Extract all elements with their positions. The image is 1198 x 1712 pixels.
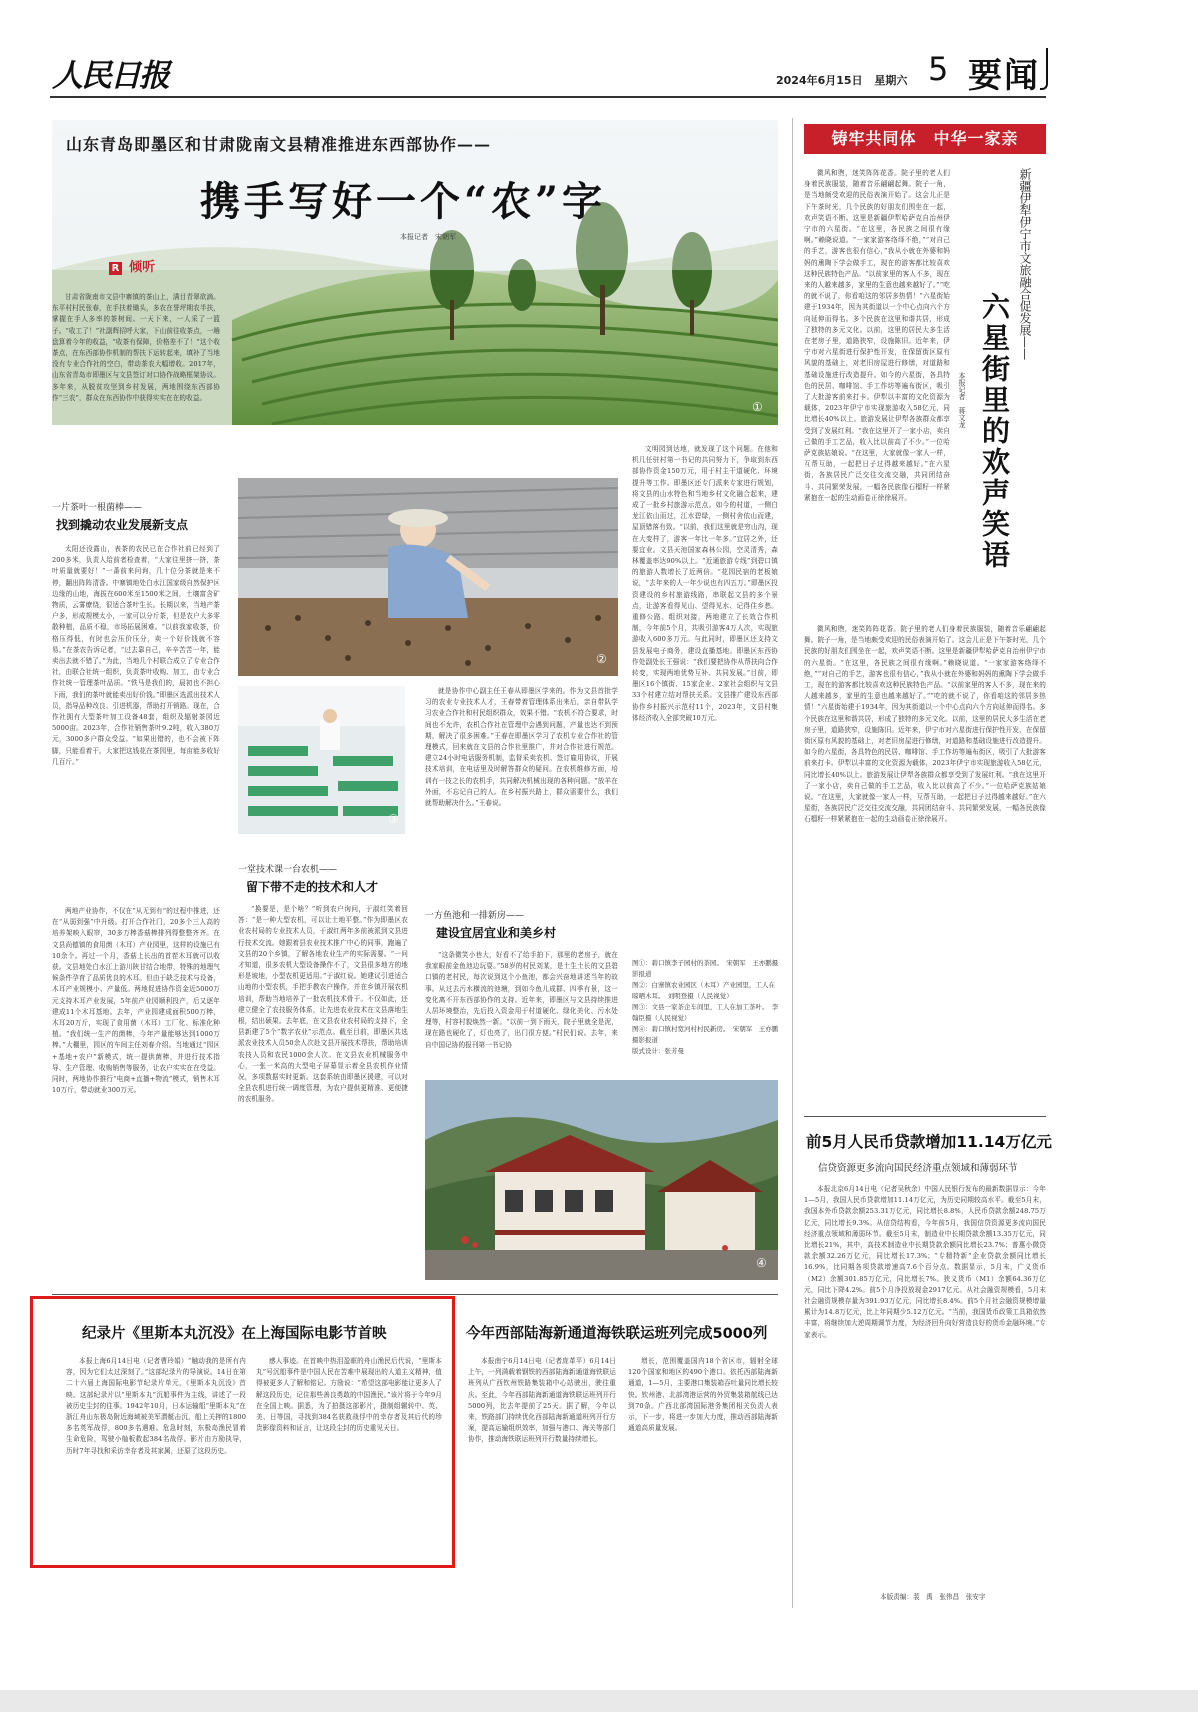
drying-illustration [238,478,618,676]
photo1-number: ① [752,400,763,414]
loan-paragraph: 本报北京6月14日电（记者吴秋余）中国人民银行发布的最新数据显示：今年1—5月，我国人民币贷款增加11.14万亿元，为历史同期较高水平。截至5月末，我国本外币贷款余额253.31万亿元，同比增长8.8%，人民币贷款余额248.75万亿元，同比增长9.3%。从信贷结构看，今年前5月，我国信贷资源更多流向国民经济重点领域和薄弱环节。截至5月末，制造业中长期贷款余额13.35万亿元，同比增长21%，其中，高技术制造业中长期贷款余额同比增长23.7%；普惠小微贷款余额32.26万亿元，同比增长17.3%；“专精特新”企业贷款余额同比增长16.9%，比同期各项贷款增速高7.6个百分点。数据显示，5月末，广义货币（M2）余额301.85万亿元，同比增长7%。狭义货币（M1）余额64.36万亿元，同比下降4.2%。前5个月净投放现金2917亿元。从社会融资规模看，5月末社会融资规模存量为391.93万亿元，同比增长8.4%。前5个月社会融资规模增量累计为14.8万亿元，比上年同期少5.12万亿元。“当前，我国货币政策工具箱依然丰富，将继续加大逆周期调节力度，为经济回升向好营造良好的货币金融环境。”专家表示。 [804,1185,1046,1339]
sidebar-paragraph: 微风和煦，迷笑阵阵花香。院子里的老人们身着民族服装，随着音乐翩翩起舞。院子一角，是当地颇受欢迎的民俗表演开始了。这会儿正是下午茶时光，几个民族的好朋友们围坐在一起，欢声笑语不断。这里是新疆伊犁哈萨克自治州伊宁市的六星街。“在这里，各民族之间很有缘啊。”赖晓说道。“一家家游客络绎不绝，”“对自己的手艺，游客也很有信心，”我从小就在外婆和妈妈的熏陶下学会做手工，现在的游客都比较喜欢这种民族特色产品。“以前家里的客人不多，现在来的人越来越多，家里的生意也越来越好了。”“吃的就不说了，你看咱这的邻居多热情！”六星街始建于1934年，因为其街道以一个中心点向六个方向延伸而得名。多个民族在这里和谐共居，形成了独特的多元文化。以前，这里的居民大多生活在老房子里，道路狭窄，设施陈旧。近年来，伊宁市对六星街进行保护性开发，在保留街区原有风貌的基础上，对老旧房屋进行修缮，对道路和基础设施进行改造提升。如今的六星街，各具特色的民居、咖啡馆、手工作坊等遍布街区，吸引了大批游客前来打卡。伊犁以丰富的文化资源为载体，2023年伊宁市实现旅游收入58亿元，同比增长40%以上。旅游发展让伊犁各族群众都享受到了发展红利。“我在这里开了一家小店，卖自己做的手工艺品，收入比以前高了不少。”一位哈萨克族姑娘说。“在这里，大家就像一家人一样，互帮互助，一起把日子过得越来越好。”在六星街，各族居民广泛交往交流交融，共同团结奋斗、共同繁荣发展，一幅各民族像石榴籽一样紧紧抱在一起的生动画卷正徐徐展开。 [804,169,950,502]
credit-5: 版式设计：张芳曼 [632,1047,684,1055]
factory-illustration [238,686,405,834]
column-name: 倾听 [129,260,156,275]
col4a-paragraph: “这条微笑小巷大，好看不了给手拍下，那里的老房子，就在我家眼前金鱼池边玩耍。”58岁的村民刘某，是土生土长的文县碧口镇的老村民，每次说到这个小鱼池，都会兴奋地讲述当年的故事。从过去污水横流的池塘，到如今鱼儿成群、四季有景，这一变化离不开东西部协作的支持。近年来，即墨区与文县持续推进人居环境整治，先后投入资金用于村道硬化、绿化美化、污水处理等，村容村貌焕然一新。“以前一到下雨天，院子里就全是泥，现在路也硬化了，灯也亮了，出门很方便。”村民们说。去年，来自中国记协的报刊第一书记协 [425,951,618,1049]
credit-3: 图③：文县一家茶企车间里，工人在加工茶叶。 李翰臣摄（人民视觉） [632,1003,779,1022]
date-text: 2024年6月15日 [776,74,863,87]
col3b-text [238,904,408,1284]
loan-headline: 前5月人民币贷款增加11.14万亿元 [806,1133,1052,1151]
col2-paragraph: 两地产业协作，不仅在“从无到有”的过程中推进，还在“从弱到强”中升级。打开合作社门，20多个三人高的培养架映入眼帘，30多万棒香菇棒排列得整整齐齐。在文县尚德镇的食用菌（木耳）产业园里，这样的设施已有10余个。再过一个月，香菇上长出的首茬木耳就可以收获。文县地处白水江上游川陕甘结合地带，特殊的地理气候条件孕育了品质优良的木耳。但由于缺乏技术与设备，木耳产业规模小、产量低。两地促进协作资金近5000万元支持木耳产业发展，5年前产业园顺利投产，后又逐年建成11个木耳基地。去年，产业园建成面积500万棒，木耳20万斤，实现了食用菌（木耳）工厂化、标准化种植。“我们统一生产的菌棒，今年产量能够达到1000万棒。”大棚里，园区的车间主任刘春介绍。当地通过“园区+基地+农户”新模式，统一提供菌棒，并进行技术指导、生产管理、收购销售等服务，让农户实实在在受益。同时，两地协作推行“电商+直播+物流”模式，销售木耳10万斤，带动就业300万元。 [52,907,220,1095]
photo4-number: ④ [756,1256,767,1270]
credit-4: 图④：碧口镇村宽河村村民新房。 宋朝军 王亦鹏摄影报道 [632,1025,779,1044]
house-illustration [425,1080,778,1280]
col1-paragraph: 太阳还没露山，表茶的农民已在合作社前已经到了200多米，负责人给前者检查着，“大家往里挤一挤，茶叶质量就要好！”一番前来问询，几十位分茶就是来不停，翻出阵阵清香。中寨镇地处白水江国家级自然保护区边缘的山地，海拔在600米至1500米之间，土壤富含矿物质，云雾缭绕，很适合茶叶生长。长期以来，当地产茶户多，形成规模太小，一家可以分斤茶，但是农户大多零散种植，品质不稳，市场拓展困难。“以前我家收茶，价格压得低，有时也会压价压分，卖一个好价钱就不容易。”在茶农告诉记者，“过去靠自己，辛辛苦苦一年，能卖出去就不错了。”为此，当地几个村联合成立了专业合作社，由联合社统一组织，负责茶叶收购、加工，由专业合作社统一管理茶叶品质。“铁马是我们的，晨初也不担心下雨，我们的茶叶就能卖出好价钱。”即墨区选派出技术人员，指导品种改良、引进机器，帮助打开销路。现在，合作社拥有大型茶叶加工设备48套，组织及辐射茶园近5000亩。2023年，合作社销售茶叶9.2吨，收入380万元，3000多户群众受益。“如果出错的，也不会被下阵脚，只能看着干。大家把这钱花在茶园里，每亩能多收好几百斤。” [52,545,220,766]
sidebar-text-bottom [804,624,1046,1108]
sub3-kicker: 一方鱼池和一排新房—— [425,911,525,921]
column-badge-icon: R [109,262,122,275]
credit-2: 图②：白寨镇农业园区（木耳）产业园里，工人在晾晒木耳。 刘明登摄（人民视觉） [632,981,775,1000]
sub3-title: 建设宜居宜业和美乡村 [436,926,557,940]
sub1-kicker: 一片茶叶一根菌棒—— [52,503,143,513]
sub2-kicker: 一堂技术课一台农机—— [238,865,338,875]
film-highlight-box [30,1296,455,1568]
film-headline: 纪录片《里斯本丸沉没》在上海国际电影节首映 [82,1326,387,1342]
railway-paragraph-b: 增长，范围覆盖国内18个省区市，辐射全球120个国家和地区的490个港口。依托西部陆海新通道，1—5月，主要港口集装箱吞吐量同比增长较快。钦州港、北部湾港运营的外贸集装箱航线已达到70条。广西北部湾国际港务集团相关负责人表示，下一步，将进一步加大力度，推动西部陆海新通道高质量发展。 [628,1357,778,1433]
intro-paragraph: 甘肃省陇南市文县中寨镇的茶山上，满目青翠欲滴。东平村村民张春，在手扶着锄头，多农在誉坪期农半扶，掌握在手人多率的茶树间。一天下来，一人采了一篮子。“收工了！”社副辉招呼大家，下山前往收茶点，一趟盘算着今年的收益，“收茶有保障，价格差不了！”这个收茶点，在东西部协作机制的帮扶下运转起来，填补了当地没有专业合作社的空白，带动茶农大幅增收。2017年，山东省青岛市即墨区与文县签订对口协作战略框架协议。多年来，从脱贫攻坚到乡村发展，两地围绕东西部协作“三农”，群众在东西协作中获得实实在在的收益。 [52,293,220,402]
col3b-paragraph: “换要是，是个啥？”听到农户询问，于淑红笑着回答：“是一种大型农机，可以让土地平整。”作为即墨区农业农村局的专业技术人员，于淑红两年多前被派到文县进行技术交流。她跟着县农业技术推广中心的同事，跑遍了文县的20个乡镇，了解各地农业生产的实际需要。“一问才知道，很多农机大型设备操作不了，文县很多地方的地形是坡地，小型农机更适用。”于淑红说。她建议引进适合山地的小型农机，手把手教农户操作，并在乡镇开展农机培训，帮助当地培养了一批农机技术骨干。不仅如此，还建立健全了农技服务体系，让先进农业技术在文县落地生根，结出硕果。去年底，在文县农业农村局的支持下，全县新建了5个“数字农业”示范点。截至目前，即墨区共选派农业技术人员50余人次赴文县开展技术帮扶，帮助培训农技人员和农民1000余人次。在文县农业机械服务中心，一张一米高的大型电子屏幕显示着全县农机作业情况，多项数据实时更新。这套系统由即墨区援建，可以对全县农机进行统一调度管理，为农户提供更精准、更便捷的农机服务。 [238,905,408,1104]
main-headline: 携手写好一个“农”字 [200,178,607,225]
col5a-text [632,444,778,952]
house-photo [425,1080,778,1280]
section-name: 要闻 [968,56,1040,96]
railway-headline: 今年西部陆海新通道海铁联运班列完成5000列 [466,1326,768,1342]
sub2-title: 留下带不走的技术和人才 [246,880,379,894]
railway-paragraph-a: 本报南宁6月14日电（记者庞革平）6月14日上午，一列满载着钢铁的西部陆海新通道海铁联运班列从广西钦州铁路集装箱中心站驶出，驶往重庆。至此，今年西部陆海新通道海铁联运班列开行5000列，比去年提前了25天。据了解，今年以来，铁路部门持续优化西部陆海新通道班列开行方案，提高运输组织效率，加强与港口、海关等部门协作，推动海铁联运班列开行数量持续增长。 [468,1357,616,1444]
main-kicker: 山东青岛即墨区和甘肃陇南文县精准推进东西部协作—— [66,135,492,154]
bottom-rule [52,1294,778,1295]
col2-text [52,906,220,1286]
section-bracket [1040,48,1048,90]
col3a-text [425,686,618,858]
main-byline: 本报记者 宋朝军 [400,233,456,241]
sidebar-paragraph-cont: 微风和煦，迷笑阵阵花香。院子里的老人们身着民族服装，随着音乐翩翩起舞。院子一角，是当地颇受欢迎的民俗表演开始了。这会儿正是下午茶时光，几个民族的好朋友们围坐在一起，欢声笑语不断。这里是新疆伊犁哈萨克自治州伊宁市的六星街。“在这里，各民族之间很有缘啊。”赖晓说道。“一家家游客络绎不绝，”“对自己的手艺，游客也很有信心，”我从小就在外婆和妈妈的熏陶下学会做手工，现在的游客都比较喜欢这种民族特色产品。“以前家里的客人不多，现在来的人越来越多，家里的生意也越来越好了。”“吃的就不说了，你看咱这的邻居多热情！”六星街始建于1934年，因为其街道以一个中心点向六个方向延伸而得名。多个民族在这里和谐共居，形成了独特的多元文化。以前，这里的居民大多生活在老房子里，道路狭窄，设施陈旧。近年来，伊宁市对六星街进行保护性开发，在保留街区原有风貌的基础上，对老旧房屋进行修缮，对道路和基础设施进行改造提升。如今的六星街，各具特色的民居、咖啡馆、手工作坊等遍布街区，吸引了大批游客前来打卡。伊犁以丰富的文化资源为载体，2023年伊宁市实现旅游收入58亿元，同比增长40%以上。旅游发展让伊犁各族群众都享受到了发展红利。“我在这里开了一家小店，卖自己做的手工艺品，收入比以前高了不少。”一位哈萨克族姑娘说。“在这里，大家就像一家人一样，互帮互助，一起把日子过得越来越好。”在六星街，各族居民广泛交往交流交融，共同团结奋斗、共同繁荣发展，一幅各民族像石榴籽一样紧紧抱在一起的生动画卷正徐徐展开。 [804,625,1046,824]
film-paragraph-a: 本报上海6月14日电（记者曹玲娟）“触动我的是所有内容，因为它们太过深刻了。”这部纪录片的导演说。14日在第二十六届上海国际电影节纪录片单元，《里斯本丸沉没》首映。这部纪录片以“里斯本丸”沉船事件为主线，讲述了一段被历史尘封的往事。1942年10月，日本运输船“里斯本丸”在浙江舟山东极岛附近海域被美军潜艇击沉，船上关押的1800多名英军战俘，800多名遇难。危急时刻，东极岛渔民冒着生命危险，驾驶小舢板救起384名战俘。影片由方励执导，历时7年寻找和采访幸存者及其家属，还原了这段历史。 [66,1357,246,1455]
railway-text-a [468,1356,616,1586]
sidebar-kicker: 新疆伊犁伊宁市文旅融合促发展—— [1018,168,1032,360]
column-badge [109,256,155,275]
sidebar-byline: 本报记者 蒋文龙 [958,372,966,428]
loan-text [804,1184,1046,1588]
weekday-text: 星期六 [874,74,908,87]
railway-text-b [628,1356,778,1586]
col3a-paragraph: 就是协作中心副主任王春从即墨区学来的。作为文县首批学习的农业专业技术人才，王春带着管理体系出来后，亲自带队学习农业合作社和村民组织群众，效果不错。“农机不符合要求，时间也不允许，农机合作社在管理中会遇到问题，产量也达不到预期，解决了很多困难。”王春在即墨区学习了农机专业合作社的管理模式，回来就在文县的合作社里推广，并对合作社进行规范。建立24小时电话服务机制，监督采卖农机、签订雇用协议，开展技术培训，在电话里及时解答群众的疑问。在农机维修方面，培训有一技之长的农机手，共同解决机械出现的各种问题。“放羊在外面，不忘记自己的人。在乡村振兴路上，群众需要什么，我们就帮助解决什么。”王春说。 [425,687,618,808]
sidebar-text-top [804,168,950,618]
col1-text [52,544,220,902]
sub1-title: 找到撬动农业发展新支点 [56,518,189,532]
masthead-rule [50,96,1046,98]
credit-1: 图①：碧口镇李子园村的茶园。 宋朝军 王亦鹏摄影报道 [632,959,779,978]
sidebar-banner: 铸牢共同体 中华一家亲 [804,124,1046,154]
col4a-text [425,950,618,1070]
factory-photo [238,686,405,834]
col5a-paragraph: 文明园到达地，就发现了这个问题。在他和机几任驻村第一书记的共同努力下，争取到东西部协作资金150万元，用于村主干道硬化、环境提升等工作。即墨区还专门派来专家进行规划，将文县的山水特色和当地乡村文化融合起来，建成了一批乡村旅游示范点。如今的村道，一侧白龙江依山而过，江水碧绿，一侧村舍依山而建，屋顶错落有致。“以前，我们这里就是穷山沟，现在大变样了，游客一年比一年多。”宜居之外，还要宜业。文县天池国家森林公园，空灵清秀，森林覆盖率达90%以上。“近通旅游专线”到碧口镇的旅游人数增长了近两倍。“花园民宿的老板娘说，“去年来的人一年少说也有四五万。”即墨区投资建设的乡村旅游线路，串联起文县的多个景点，让游客看得见山、望得见水、记得住乡愁。重修公路、组织对接，两地建立了长效合作机制，今年前5个月，共吸引游客4万人次，实现旅游收入600多万元。与此同时，即墨区还支持文县发展电子商务，建设直播基地。即墨区东西协作处副处长王强说：“我们要把协作从帮扶向合作转变，实现两地优势互补、共同发展。”目前，即墨区16个镇街、15家企业、2家社会组织与文县33个村建立结对帮扶关系。文县推广建设东西部协作乡村振兴示范村11个，2023年，文县村集体经济收入全部突破10万元。 [632,445,778,722]
newspaper-logo: 人民日报 [52,58,168,94]
sidebar-headline: 六星街里的欢声笑语 [978,292,1011,571]
drying-photo [238,478,618,676]
page-editor-credit: 本版责编：裴 禹 张伟昌 张安宇 [880,1593,986,1601]
issue-date [776,72,907,88]
photo2-number: ② [596,652,607,666]
loan-subhead: 信贷资源更多流向国民经济重点领域和薄弱环节 [818,1163,1018,1174]
film-paragraph-b: 感人事迹。在首映中热泪盈眶的舟山渔民后代说，“里斯本丸”号沉船事件是中国人民在苦难中展现出的人道主义精神，值得被更多人了解和铭记。方励说：“希望这部电影能让更多人了解这段历史，记住那些善良勇敢的中国渔民。”该片将于今年9月在全国上映。据悉，为了拍摄这部影片，摄制组辗转中、英、美、日等国，寻找到384名获救战俘中的幸存者及其后代的珍贵影像资料和证言，让这段尘封的历史重见天日。 [256,1357,442,1433]
photo3-number: ③ [388,812,399,826]
intro-text [52,292,220,484]
sidebar-rule [804,1116,1046,1117]
page-bottom-strip [0,1690,1198,1712]
page-number: 5 [928,50,949,88]
photo-credits [632,958,780,1057]
sidebar-divider [792,118,793,1608]
